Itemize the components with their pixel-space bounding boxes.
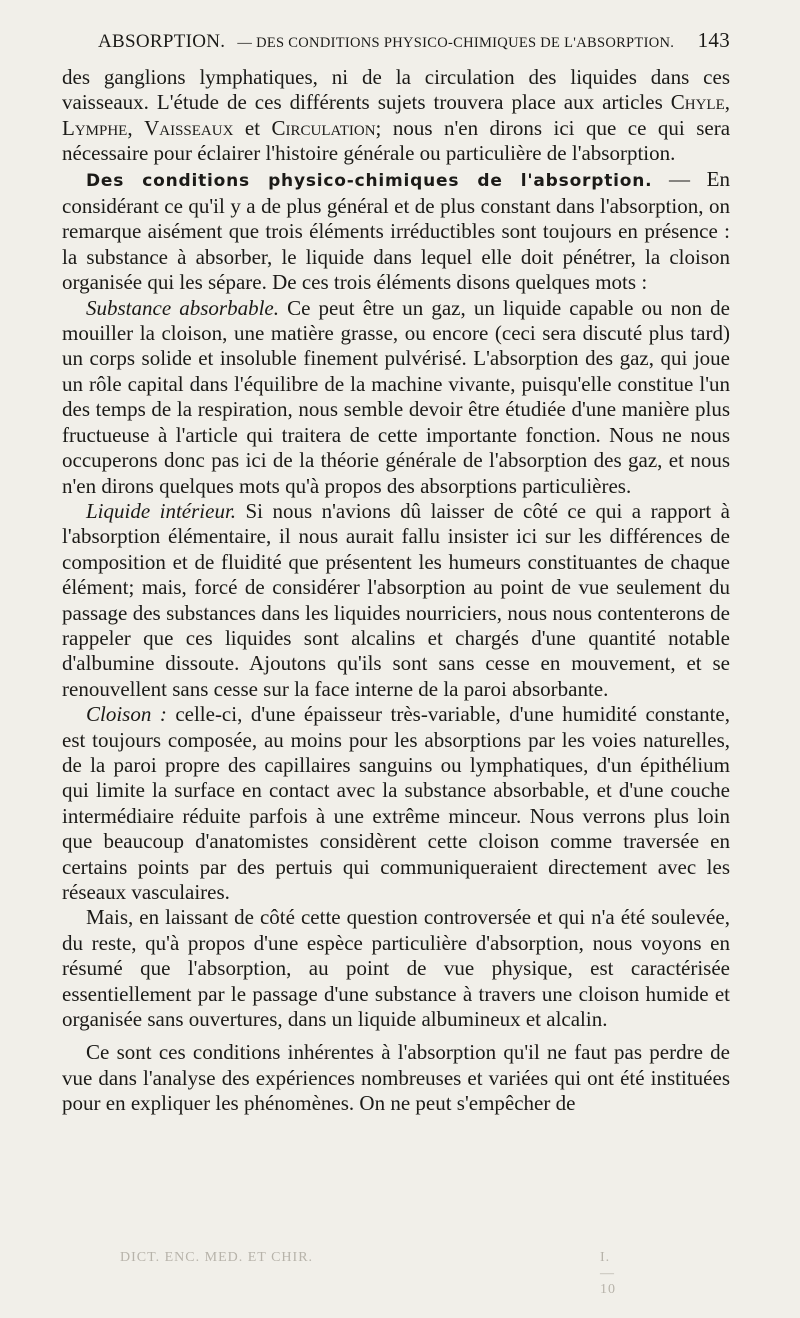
section-heading: Des conditions physico-chimiques de l'absorption. [86,170,653,191]
running-subtitle: — DES CONDITIONS PHYSICO-CHIMIQUES DE L'ABSORPTION. [237,35,675,51]
running-header [62,28,730,53]
ref-lymphe: Lymphe [62,115,128,140]
running-title: ABSORPTION. [98,31,226,52]
label-liquide: Liquide intérieur. [86,498,237,523]
ref-chyle: Chyle [670,90,725,115]
paragraph-6: Mais, en laissant de côté cette question controversée et qui n'a été soulevée, du reste, qu'à propos d'une espèce particulière d'absorption, nous voyons en résumé que l'absorption, au point de vue physique, est caractérisée essentiellement par le passage d'une substance à travers une cloison humide et organisée sans ouvertures, dans un liquide albumineux et alcalin. [62,905,730,1032]
paragraph-7: Ce sont ces conditions inhérentes à l'absorption qu'il ne faut pas perdre de vue dans l'analyse des expériences nombreuses et variées qui ont été instituées pour en expliquer les phénomènes. On ne peut s'empêcher de [62,1040,730,1116]
ref-vaisseaux: Vaisseaux [144,115,234,140]
sheet-number: I. — 10 [600,1250,616,1297]
paragraph-5: Cloison : celle-ci, d'une épaisseur très-variable, d'une humidité constante, est toujours composée, au moins pour les absorptions par les voies naturelles, de la paroi propre des capillaires sanguins ou lymphatiques, d'un épithélium qui limite la surface en contact avec la substance absorbable, et d'une couche intermédiaire réduite parfois à une extrême minceur. Nous verrons plus loin que beaucoup d'anatomistes considèrent cette cloison comme traversée en certains points par des pertuis qui communiqueraient directement avec les réseaux vasculaires. [62,702,730,904]
paragraph-2: Des conditions physico-chimiques de l'absorption. — En considérant ce qu'il y a de plus général et de plus constant dans l'absorption, on remarque aisément que trois éléments irréductibles sont toujours en présence : la substance à absorber, le liquide dans lequel elle doit pénétrer, la cloison organisée qui les sépare. De ces trois éléments disons quelques mots : [62,166,730,295]
page-number: 143 [697,28,730,52]
footer-signature-mark [120,1250,616,1297]
paragraph-3: Substance absorbable. Ce peut être un gaz, un liquide capable ou non de mouiller la cloison, une matière grasse, ou encore (ceci sera discuté plus tard) un corps solide et insoluble finement pulvérisé. L'absorption des gaz, qui joue un rôle capital dans l'équilibre de la machine vivante, puisqu'elle constitue l'un des temps de la respiration, nous semble devoir être étudiée d'une manière plus fructueuse à l'article qui traitera de cette importante fonction. Nous ne nous occuperons donc pas ici de la théorie générale de l'absorption des gaz, et nous n'en dirons quelques mots qu'à propos des absorptions particulières. [62,295,730,498]
paragraph-1: des ganglions lymphatiques, ni de la circulation des liquides dans ces vaisseaux. L'étude de ces différents sujets trouvera place aux articles Chyle, Lymphe, Vaisseaux et Circulation; nous n'en dirons ici que ce qui sera nécessaire pour éclairer l'histoire générale ou particulière de l'absorption. [62,65,731,166]
ref-circulation: Circulation [271,115,376,140]
signature-text: DICT. ENC. MED. ET CHIR. [120,1250,314,1265]
paragraph-4: Liquide intérieur. Si nous n'avions dû laisser de côté ce qui a rapport à l'absorption élémentaire, il nous aurait fallu insister ici sur les différences de composition et de fluidité que présentent les humeurs constituantes de chaque élément; mais, forcé de considérer l'absorption au point de vue seulement du passage des substances dans les liquides nourriciers, nous nous contenterons de rappeler que ces liquides sont alcalins et chargés d'une quantité notable d'albumine dissoute. Ajoutons qu'ils sont sans cesse en mouvement, et se renouvellent sans cesse sur la face interne de la paroi absorbante. [62,498,730,701]
label-substance: Substance absorbable. [86,295,279,320]
body-text [62,65,730,1117]
label-cloison: Cloison : [86,702,167,727]
